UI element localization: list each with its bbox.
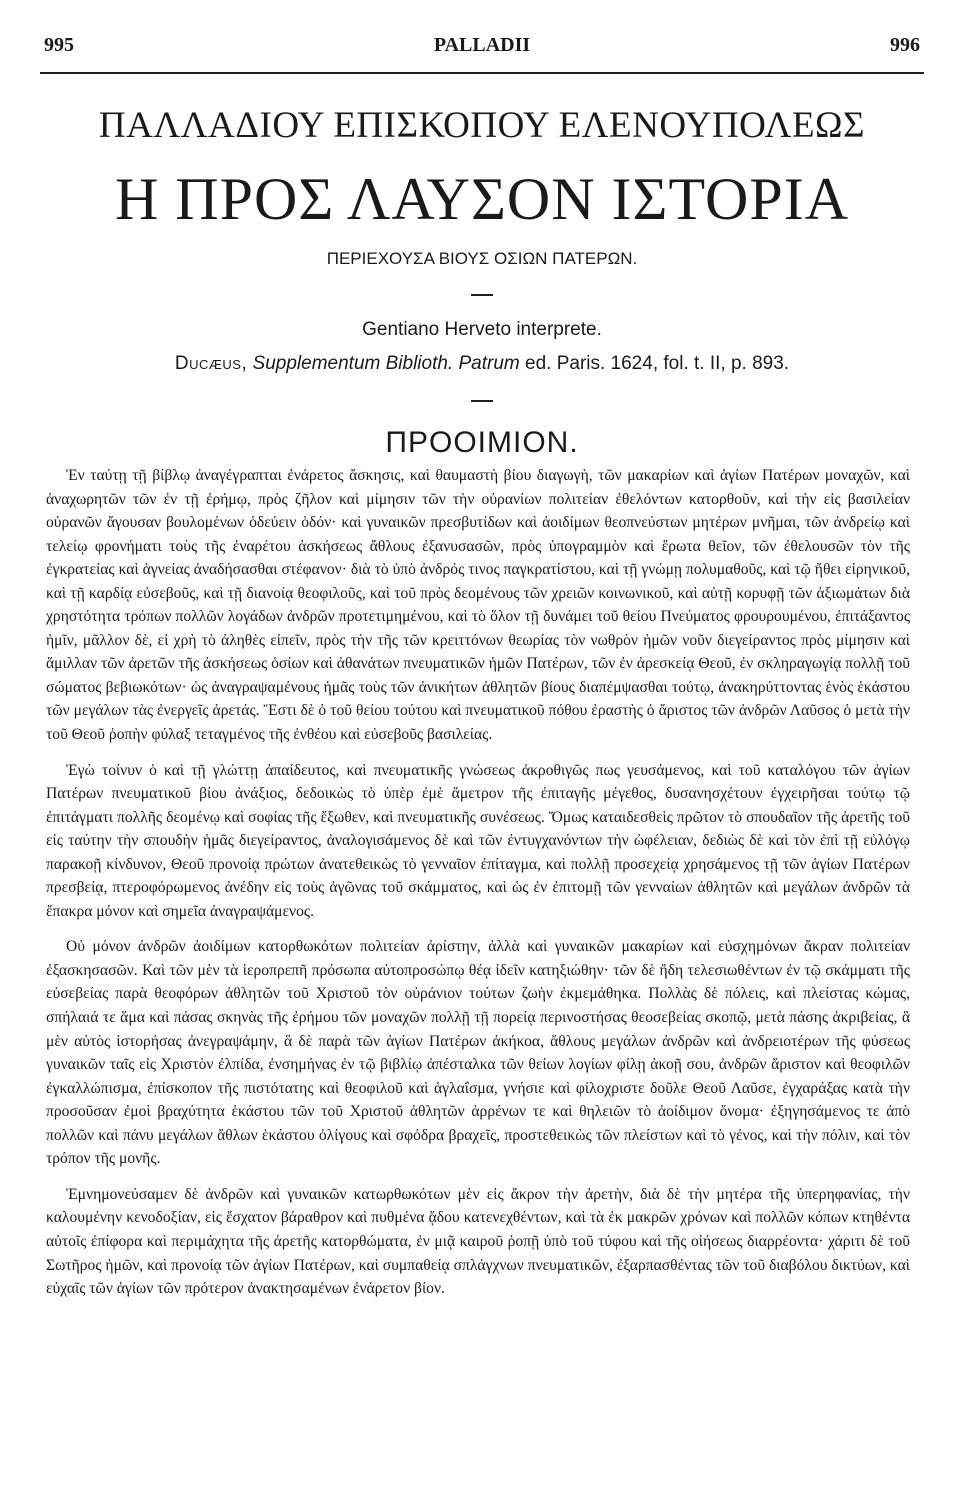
title-block bbox=[40, 104, 924, 460]
paragraph: Ἐν ταύτῃ τῇ βίβλῳ ἀναγέγραπται ἐνάρετος ἄσκησις, καὶ θαυμαστὴ βίου διαγωγὴ, τῶν μακαρίων καὶ ἁγίων Πατέρων μοναχῶν, καὶ ἀναχωρητῶν τῶν ἐν τῇ ἐρήμῳ, πρὸς ζῆλον καὶ μίμησιν τῶν τὴν οὐρανίων πολιτείαν ἐθελόντων κατορθοῦν, καὶ τὴν εἰς βασιλείαν οὐρανῶν ἄγουσαν βουλομένων ὁδεύειν ὁδόν· καὶ γυναικῶν πρεσβυτίδων καὶ ἀοιδίμων θεοπνεύστων μητέρων μνῆμαι, τῶν ἀνδρείῳ καὶ τελείῳ φρονήματι τοὺς τῆς ἐναρέτου ἀσκήσεως ἄθλους ἐξανυσασῶν, πρὸς ὑπογραμμὸν καὶ ἔρωτα θεῖον, τῶν ἐθελουσῶν τὸν τῆς ἐγκρατείας καὶ ἁγνείας ἀναδήσασθαι στέφανον· διὰ τὸ ὑπὸ ἀνδρός τινος παγκρατίστου, καὶ τῇ γνώμῃ πολυμαθοῦς, καὶ τῷ ἤθει εἰρηνικοῦ, καὶ τῇ καρδίᾳ εὐσεβοῦς, καὶ τῇ διανοίᾳ θεοφιλοῦς, καὶ τοῦ πρὸς δεομένους τῶν χρειῶν κοινωνικοῦ, καὶ αὐτῇ κορυφῇ τῶν ἀξιωμάτων διὰ χρηστότητα τρόπων πολλῶν λογάδων ἀνδρῶν προτετιμημένου, καὶ τὸ ὅλον τῇ δυνάμει τοῦ θείου Πνεύματος φρουρουμένου, ἐπιτάξαντος ἡμῖν, μᾶλλον δὲ, εἰ χρὴ τὸ ἀληθὲς εἰπεῖν, πρὸς τὴν τῆς τῶν κρειττόνων θεωρίας τὸν νωθρὸν ἡμῶν νοῦν διεγείραντος πρὸς μίμησιν καὶ ἅμιλλαν τῶν ἀρετῶν τῆς ἀσκήσεως ὁσίων καὶ ἀθανάτων πνευματικῶν ἡμῶν Πατέρων, τῶν ἐν ἀρεσκείᾳ Θεοῦ, ἐν σκληραγωγίᾳ πολλῇ τοῦ σώματος βεβιωκότων· ὡς ἀναγραψαμένους ἡμᾶς τοὺς τῶν ἀνικήτων ἀθλητῶν βίους διαπέμψασθαι τούτῳ, ἀνακηρύττοντας ἑνὸς ἑκάστου τῶν μεγάλων τὰς ἐνεργεῖς ἀρετάς. Ἔστι δὲ ὁ τοῦ θείου τούτου καὶ πνευματικοῦ πόθου ἐραστὴς ὁ ἄριστος τῶν ἀνδρῶν Λαῦσος ὁ μετὰ τὴν τοῦ Θεοῦ ῥοπὴν φύλαξ τεταγμένος τῆς ἐνθέου καὶ εὐσεβοῦς βασιλείας. bbox=[46, 467, 910, 744]
subtitle: ΠΕΡΙΕΧΟΥΣΑ ΒΙΟΥΣ ΟΣΙΩΝ ΠΑΤΕΡΩΝ. bbox=[326, 249, 638, 268]
source-author: Ducæus, bbox=[174, 353, 248, 374]
translator-line: Gentiano Herveto interprete. bbox=[362, 319, 602, 340]
header-rule bbox=[40, 72, 924, 74]
left-column-number: 995 bbox=[44, 34, 74, 56]
running-title: PALLADII bbox=[433, 34, 531, 56]
divider-rule bbox=[471, 294, 493, 296]
paragraph: Οὐ μόνον ἀνδρῶν ἀοιδίμων κατορθωκότων πολιτείαν ἀρίστην, ἀλλὰ καὶ γυναικῶν μακαρίων καὶ εὐσχημόνων ἄκραν πολιτείαν ἐξασκησασῶν. Καὶ τῶν μὲν τὰ ἱεροπρεπῆ πρόσωπα αὐτοπροσώπῳ θέᾳ ἰδεῖν κατηξιώθην· τῶν δὲ ἤδη τελεσιωθέντων ἐν τῷ σκάμματι τῆς εὐσεβείας παρὰ θεοφόρων ἀθλητῶν τοῦ Χριστοῦ τὸν οὐράνιον τούτων ζωὴν ἐκμεμάθηκα. Πολλὰς δὲ πόλεις, καὶ πλείστας κώμας, σπήλαιά τε ἅμα καὶ πάσας σκηνὰς τῆς ἐρήμου τῶν μοναχῶν πολλῇ τῇ πορείᾳ περινοστήσας θεοσεβείας σκοπῷ, μετὰ πάσης ἀκριβείας, ἃ μὲν αὐτὸς ἱστορήσας ἀνεγραψάμην, ἃ δὲ παρὰ τῶν ἁγίων Πατέρων ἀκήκοα, ἄθλους μεγάλων ἀνδρῶν καὶ ἀνδρειοτέρων τῆς φύσεως γυναικῶν ταῖς εἰς Χριστὸν ἐλπίδα, ἐνσημήνας ἐν τῷ βιβλίῳ ἀπέσταλκα τῶν θείων λογίων φίλῃ ἀκοῇ σου, ἀνδρῶν ἄριστον καὶ θεοφιλῶν ἐγκαλλώπισμα, ἐπίσκοπον τῆς πιστότατης καὶ θεοφιλοῦ καὶ ἁγλαΐσμα, γνήσιε καὶ φίλοχριστε δοῦλε Θεοῦ Λαῦσε, ἐγχαράξας κατὰ τὴν προσοῦσαν ἐμοὶ βραχύτητα ἑκάστου τῶν τοῦ Χριστοῦ ἀθλητῶν ἀρρένων τε καὶ θηλειῶν τὸ ἀοίδιμον ὄνομα· ἐξηγησάμενος τε ἀπὸ πολλῶν καὶ πάνυ μεγάλων ἄθλων ἑκάστου ὀλίγους καὶ σφόδρα βραχεῖς, προστεθεικὼς τῶν πλείστων καὶ τὸ γένος, καὶ τὴν πόλιν, καὶ τὸν τρόπον τῆς μονῆς. bbox=[46, 938, 910, 1168]
running-head bbox=[44, 34, 920, 60]
paragraph: Ἐμνημονεύσαμεν δὲ ἀνδρῶν καὶ γυναικῶν κατωρθωκότων μὲν εἰς ἄκρον τὴν ἀρετὴν, διὰ δὲ τὴν μητέρα τῆς ὑπερηφανίας, τὴν καλουμένην κενοδοξίαν, εἰς ἔσχατον βάραθρον καὶ πυθμένα ᾅδου κατενεχθέντων, καὶ τὰ ἐκ μακρῶν χρόνων καὶ πολλῶν κόπων κτηθέντα αὐτοῖς ἐπίφορα καὶ περιμάχητα τῆς ἀρετῆς κατορθώματα, ἐν μιᾷ καιροῦ ῥοπῇ ὑπὸ τοῦ τύφου καὶ τῆς οἰήσεως διαρρέοντα· χάριτι δὲ τοῦ Σωτῆρος ἡμῶν, καὶ προνοίᾳ τῶν ἁγίων Πατέρων, καὶ συμπαθείᾳ σπλάγχνων πνευματικῶν, ἐξαρπασθέντας τῶν τοῦ διαβόλου δικτύων, καὶ εὐχαῖς τῶν ἁγίων τῶν πρότερον ἀνακτησαμένων ἐνάρετον βίον. bbox=[46, 1185, 910, 1298]
section-title: ΠΡΟΟΙΜΙΟΝ. bbox=[385, 426, 579, 459]
source-details: ed. Paris. 1624, fol. t. II, p. 893. bbox=[525, 353, 790, 374]
main-title: Η ΠΡΟΣ ΛΑΥΣΟΝ ΙΣΤΟΡΙΑ bbox=[114, 166, 850, 232]
source-title: Supplementum Biblioth. Patrum bbox=[252, 353, 520, 374]
body-text bbox=[46, 464, 910, 1313]
paragraph: Ἐγὼ τοίνυν ὁ καὶ τῇ γλώττῃ ἀπαίδευτος, καὶ πνευματικῆς γνώσεως ἀκροθιγῶς πως γευσάμενος, καὶ τοῦ καταλόγου τῶν ἁγίων Πατέρων πνευματικοῦ βίου ἀνάξιος, δεδοικὼς τὸ ὑπὲρ ἐμὲ ἄμετρον τῆς ἐπιταγῆς μέγεθος, δυσανησχέτουν ἐγχειρῆσαι τούτῳ τῷ ἐπιτάγματι πολλῆς δεομένῳ καὶ σοφίας τῆς ἔξωθεν, καὶ πνευματικῆς συνέσεως. Ὅμως καταιδεσθεὶς πρῶτον τὸ σπουδαῖον τῆς ἀρετῆς τοῦ εἰς ταύτην τὴν σπουδὴν ἡμᾶς διεγείραντος, ἀναλογισάμενος δὲ καὶ τῶν ἐντυγχανόντων τὴν ὠφέλειαν, δεδιὼς δὲ καὶ τὸν ἐπὶ τῇ εὐλόγῳ παρακοῇ κίνδυνον, Θεοῦ προνοίᾳ πρώτων ἀνατεθεικὼς τὸ γενναῖον ἐπίταγμα, καὶ πολλῇ προσεχείᾳ χρησάμενος τῇ τῶν ἁγίων Πατέρων πρεσβείᾳ, πτεροφόρωμενος ἀνέδην εἰς τοὺς ἀγῶνας τοῦ σκάμματος, καὶ ὡς ἐν ἐπιτομῇ τῶν γενναίων ἀθλητῶν καὶ μεγάλων ἀνδρῶν τὰ ἔπακρα μόνον καὶ σημεῖα ἀναγραψάμενος. bbox=[46, 761, 910, 920]
divider-rule bbox=[471, 400, 493, 402]
author-title: ΠΑΛΛΑΔΙΟΥ ΕΠΙΣΚΟΠΟΥ ΕΛΕΝΟΥΠΟΛΕΩΣ bbox=[98, 105, 866, 146]
source-line bbox=[40, 352, 924, 376]
right-column-number: 996 bbox=[890, 34, 920, 56]
